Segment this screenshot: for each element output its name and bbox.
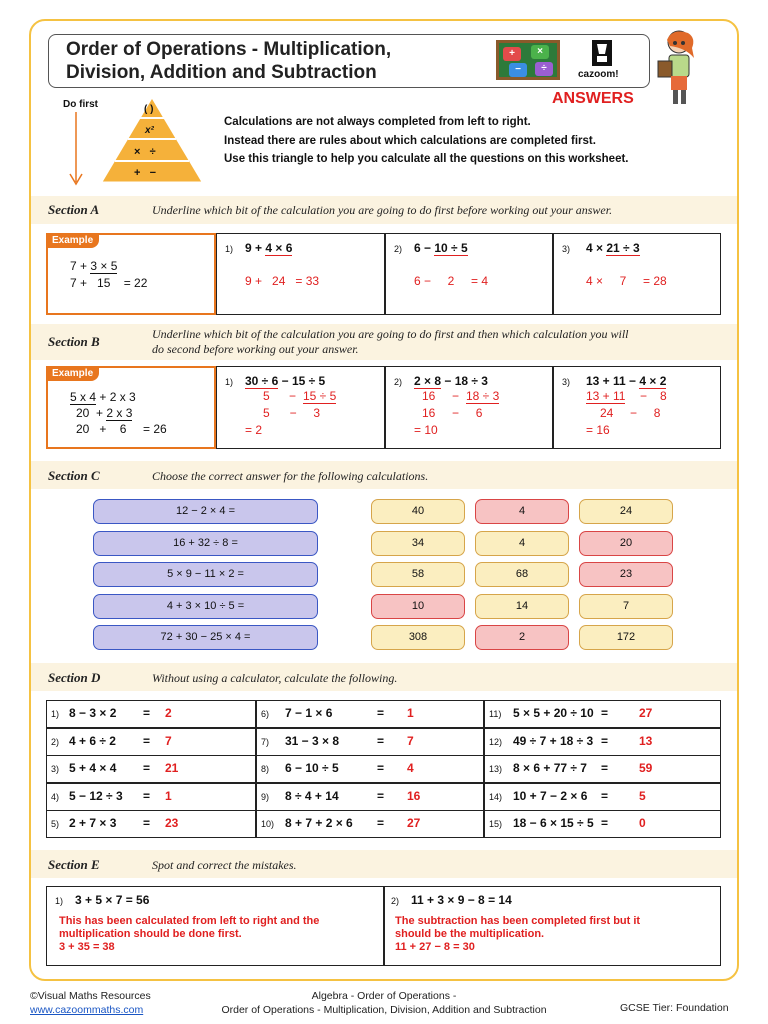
section-e-label: Section E bbox=[48, 857, 100, 872]
qb3-answer: = 16 bbox=[586, 423, 610, 437]
answer-option-2-1[interactable]: 34 bbox=[371, 531, 465, 556]
qa2-answer: 6 − 2 = 4 bbox=[414, 274, 489, 288]
section-a-q2 bbox=[385, 233, 553, 315]
row-number: 7) bbox=[261, 736, 270, 747]
pyramid-brackets: ( ) bbox=[144, 104, 154, 115]
row-answer: 2 bbox=[165, 706, 172, 720]
exb-l1 bbox=[70, 390, 136, 404]
answer-option-3-3[interactable]: 23 bbox=[579, 562, 673, 587]
e2-exp1: The subtraction has been completed first but it bbox=[395, 915, 641, 927]
row-expression: 5 × 5 + 20 ÷ 10 bbox=[513, 706, 594, 720]
qb3-n: 3) bbox=[562, 377, 571, 387]
row-number: 10) bbox=[261, 819, 275, 829]
row-number: 8) bbox=[261, 764, 270, 774]
calc-row bbox=[484, 728, 721, 756]
answer-option-4-1[interactable]: 10 bbox=[371, 594, 465, 619]
cazoom-logo bbox=[570, 38, 636, 84]
row-answer: 7 bbox=[165, 733, 172, 748]
row-answer: 1 bbox=[165, 788, 172, 803]
answer-option-2-2[interactable]: 4 bbox=[475, 531, 569, 556]
row-expression: 8 − 3 × 2 bbox=[69, 706, 117, 720]
calc-row bbox=[256, 755, 484, 783]
qb1-n: 1) bbox=[225, 377, 234, 387]
qb1-expr bbox=[245, 374, 325, 388]
qb2-w1a: 16 bbox=[422, 389, 436, 403]
calc-row bbox=[484, 700, 721, 728]
section-a-example bbox=[46, 233, 216, 315]
section-b-example bbox=[46, 366, 216, 449]
row-answer: 13 bbox=[639, 733, 653, 748]
board-times: × bbox=[531, 45, 549, 59]
title-line-1: Order of Operations - Multiplication, bbox=[66, 39, 392, 60]
e1-question: 3 + 5 × 7 = 56 bbox=[75, 893, 150, 907]
row-expression: 2 + 7 × 3 bbox=[69, 816, 117, 830]
section-e-item-1 bbox=[46, 886, 384, 966]
section-b-desc-1: Underline which bit of the calculation you are going to do first and then which calculation you will bbox=[152, 327, 629, 341]
section-b-label: Section B bbox=[48, 334, 100, 349]
qb2-expr bbox=[414, 374, 488, 388]
row-equals: = bbox=[143, 706, 151, 720]
calc-row bbox=[256, 783, 484, 811]
exb-l1a: 5 x 4 bbox=[70, 390, 97, 404]
e2-explanation bbox=[395, 915, 640, 954]
row-expression: 31 − 3 × 8 bbox=[285, 733, 340, 748]
qb2-n: 2) bbox=[394, 377, 403, 387]
row-equals: = bbox=[601, 788, 609, 803]
qa3-ul: 21 ÷ 3 bbox=[606, 241, 640, 255]
row-equals: = bbox=[601, 816, 609, 830]
row-equals: = bbox=[143, 761, 151, 775]
pyramid-multiply-divide: × ÷ bbox=[134, 146, 156, 158]
calc-row bbox=[46, 810, 256, 838]
qb3-w1a: 13 + 11 bbox=[586, 389, 626, 403]
calc-question-4: 4 + 3 × 10 ÷ 5 = bbox=[93, 594, 318, 619]
e2-question: 11 + 3 × 9 − 8 = 14 bbox=[411, 893, 512, 907]
row-answer: 1 bbox=[407, 706, 414, 720]
qb1-w1c: 15 ÷ 5 bbox=[303, 389, 337, 403]
section-e-desc: Spot and correct the mistakes. bbox=[152, 858, 297, 872]
row-expression: 8 × 6 + 77 ÷ 7 bbox=[513, 761, 587, 775]
footer-topic-2: Order of Operations - Multiplication, Division, Addition and Subtraction bbox=[221, 1004, 547, 1016]
e1-explanation bbox=[59, 915, 319, 954]
row-expression: 4 + 6 ÷ 2 bbox=[69, 733, 116, 748]
row-number: 2) bbox=[51, 736, 60, 747]
girl-character-icon bbox=[652, 28, 708, 108]
calc-question-2: 16 + 32 ÷ 8 = bbox=[93, 531, 318, 556]
row-equals: = bbox=[377, 816, 385, 830]
section-e-band bbox=[31, 850, 737, 878]
row-expression: 5 − 12 ÷ 3 bbox=[69, 788, 123, 803]
answer-option-1-2[interactable]: 4 bbox=[475, 499, 569, 524]
section-b-desc bbox=[152, 327, 629, 357]
pyramid-add-subtract: + − bbox=[134, 167, 157, 179]
intro-line-3: Use this triangle to help you calculate all the questions on this worksheet. bbox=[224, 153, 629, 165]
qa1-n: 1) bbox=[225, 244, 234, 254]
answer-option-1-3[interactable]: 24 bbox=[579, 499, 673, 524]
row-answer: 5 bbox=[639, 788, 646, 803]
qb3-w2: 24 − 8 bbox=[600, 406, 661, 420]
section-c-desc: Choose the correct answer for the following calculations. bbox=[152, 469, 429, 483]
qa2-n: 2) bbox=[394, 244, 403, 254]
row-answer: 7 bbox=[407, 733, 414, 748]
answer-option-4-2[interactable]: 14 bbox=[475, 594, 569, 619]
qb1-ul: 30 ÷ 6 bbox=[245, 374, 279, 388]
row-answer: 4 bbox=[407, 761, 414, 775]
section-c-label: Section C bbox=[48, 468, 100, 483]
row-equals: = bbox=[601, 733, 609, 748]
board-divide: ÷ bbox=[535, 62, 553, 76]
qb1-w1a: 5 bbox=[263, 389, 270, 403]
row-expression: 18 − 6 × 15 ÷ 5 bbox=[513, 816, 594, 830]
example-line-1 bbox=[70, 259, 117, 273]
intro-line-1: Calculations are not always completed from left to right. bbox=[224, 116, 531, 128]
row-expression: 5 + 4 × 4 bbox=[69, 761, 117, 775]
answer-option-5-2[interactable]: 2 bbox=[475, 625, 569, 650]
qb3-pre: 13 + 11 − bbox=[586, 374, 640, 388]
qb2-w1b: − bbox=[452, 389, 460, 403]
qb2-w2: 16 − 6 bbox=[422, 406, 483, 420]
pyramid-powers: x² bbox=[145, 125, 154, 136]
calc-row bbox=[256, 728, 484, 756]
calc-row bbox=[46, 755, 256, 783]
row-answer: 21 bbox=[165, 761, 179, 775]
answer-option-3-2[interactable]: 68 bbox=[475, 562, 569, 587]
calc-question-5: 72 + 30 − 25 × 4 = bbox=[93, 625, 318, 650]
calc-row bbox=[46, 700, 256, 728]
row-answer: 0 bbox=[639, 816, 646, 830]
exb-l2 bbox=[76, 406, 132, 420]
example-line-2: 7 + 15 = 22 bbox=[70, 276, 148, 290]
qb1-w1b: − bbox=[289, 389, 297, 403]
section-b-q2 bbox=[385, 366, 553, 449]
footer-tier: GCSE Tier: Foundation bbox=[620, 1002, 729, 1014]
row-expression: 7 − 1 × 6 bbox=[285, 706, 333, 720]
answer-option-2-3[interactable]: 20 bbox=[579, 531, 673, 556]
row-number: 14) bbox=[489, 791, 503, 802]
section-a-desc: Underline which bit of the calculation you are going to do first before working out your answer. bbox=[152, 203, 613, 217]
row-equals: = bbox=[601, 761, 609, 775]
section-a-label: Section A bbox=[48, 202, 100, 217]
qa2-pre: 6 − bbox=[414, 241, 435, 255]
section-a-q1 bbox=[216, 233, 385, 315]
row-number: 13) bbox=[489, 764, 503, 774]
row-number: 12) bbox=[489, 736, 503, 747]
calc-row bbox=[46, 728, 256, 756]
row-expression: 10 + 7 − 2 × 6 bbox=[513, 788, 588, 803]
example-tag: Example bbox=[46, 233, 99, 248]
section-e-item-2 bbox=[384, 886, 721, 966]
calc-question-3: 5 × 9 − 11 × 2 = bbox=[93, 562, 318, 587]
exb-l2b: 2 x 3 bbox=[106, 406, 133, 420]
answer-option-5-1[interactable]: 308 bbox=[371, 625, 465, 650]
row-number: 1) bbox=[51, 709, 60, 719]
qb2-w1c: 18 ÷ 3 bbox=[466, 389, 500, 403]
qa1-expr bbox=[245, 241, 292, 255]
e2-fix: 11 + 27 − 8 = 30 bbox=[395, 941, 475, 953]
qa1-pre: 9 + bbox=[245, 241, 266, 255]
example-tag-b: Example bbox=[46, 366, 99, 381]
qa3-expr bbox=[586, 241, 640, 255]
qb1-rest: − 15 ÷ 5 bbox=[278, 374, 326, 388]
calc-row bbox=[46, 783, 256, 811]
row-number: 3) bbox=[51, 764, 60, 774]
example-a-l1a: 7 + bbox=[70, 259, 91, 273]
section-b-q3 bbox=[553, 366, 721, 449]
row-expression: 49 ÷ 7 + 18 ÷ 3 bbox=[513, 733, 594, 748]
qa2-ul: 10 ÷ 5 bbox=[434, 241, 468, 255]
qa3-pre: 4 × bbox=[586, 241, 607, 255]
row-equals: = bbox=[601, 706, 609, 720]
footer-link[interactable]: www.cazoommaths.com bbox=[30, 1004, 144, 1016]
calc-row bbox=[256, 810, 484, 838]
row-expression: 8 ÷ 4 + 14 bbox=[285, 788, 339, 803]
answers-label: ANSWERS bbox=[552, 90, 634, 107]
calc-row bbox=[484, 755, 721, 783]
intro-text bbox=[224, 113, 629, 169]
row-number: 6) bbox=[261, 709, 270, 719]
e1-exp2: multiplication should be done first. bbox=[59, 928, 242, 940]
row-equals: = bbox=[143, 733, 151, 748]
calc-row bbox=[484, 783, 721, 811]
qb1-w2: 5 − 3 bbox=[263, 406, 321, 420]
board-plus: + bbox=[503, 47, 521, 61]
row-answer: 27 bbox=[639, 706, 653, 720]
e2-exp2: should be the multiplication. bbox=[395, 928, 545, 940]
section-d-label: Section D bbox=[48, 670, 101, 685]
row-number: 11) bbox=[489, 709, 502, 719]
qb2-ul: 2 × 8 bbox=[414, 374, 442, 388]
example-a-l1b: 3 × 5 bbox=[90, 259, 118, 273]
row-equals: = bbox=[143, 816, 151, 830]
qb3-expr bbox=[586, 374, 666, 388]
row-equals: = bbox=[377, 761, 385, 775]
qb3-w1b: − bbox=[640, 389, 648, 403]
title-line-2: Division, Addition and Subtraction bbox=[66, 62, 377, 83]
answer-option-1-1[interactable]: 40 bbox=[371, 499, 465, 524]
section-a-q3 bbox=[553, 233, 721, 315]
row-answer: 59 bbox=[639, 761, 653, 775]
row-number: 9) bbox=[261, 791, 270, 802]
section-d-desc: Without using a calculator, calculate the following. bbox=[152, 671, 398, 685]
row-number: 15) bbox=[489, 819, 503, 829]
qa1-ul: 4 × 6 bbox=[265, 241, 293, 255]
section-b-q1 bbox=[216, 366, 385, 449]
row-equals: = bbox=[143, 788, 151, 803]
row-answer: 23 bbox=[165, 816, 179, 830]
exb-l2a: 20 + bbox=[76, 406, 107, 420]
row-expression: 8 + 7 + 2 × 6 bbox=[285, 816, 353, 830]
qb1-answer: = 2 bbox=[245, 423, 263, 437]
row-answer: 16 bbox=[407, 788, 421, 803]
row-equals: = bbox=[377, 788, 385, 803]
row-number: 4) bbox=[51, 791, 60, 802]
answer-option-3-1[interactable]: 58 bbox=[371, 562, 465, 587]
intro-line-2: Instead there are rules about which calculations are completed first. bbox=[224, 134, 596, 147]
footer-topic-1: Algebra - Order of Operations - bbox=[311, 990, 457, 1002]
row-equals: = bbox=[377, 733, 385, 748]
calc-question-1: 12 − 2 × 4 = bbox=[93, 499, 318, 524]
qa3-answer: 4 × 7 = 28 bbox=[586, 274, 667, 288]
qa2-expr bbox=[414, 241, 468, 255]
qa3-n: 3) bbox=[562, 244, 571, 254]
qb2-rest: − 18 ÷ 3 bbox=[441, 374, 488, 388]
footer-copyright: ©Visual Maths Resources bbox=[30, 990, 151, 1002]
board-minus: − bbox=[509, 63, 527, 77]
row-number: 5) bbox=[51, 819, 60, 829]
row-answer: 27 bbox=[407, 816, 421, 830]
chalkboard-logo-icon bbox=[496, 40, 560, 80]
answer-option-4-3[interactable]: 7 bbox=[579, 594, 673, 619]
logo-wordmark: cazoom! bbox=[578, 69, 619, 80]
calc-row bbox=[256, 700, 484, 728]
e1-n: 1) bbox=[55, 896, 64, 906]
row-expression: 6 − 10 ÷ 5 bbox=[285, 761, 339, 775]
exb-l1b: + 2 x 3 bbox=[96, 390, 136, 404]
qb2-answer: = 10 bbox=[414, 423, 438, 437]
exb-l3: 20 + 6 = 26 bbox=[76, 422, 167, 436]
row-equals: = bbox=[377, 706, 385, 720]
qb3-w1c: 8 bbox=[660, 389, 667, 403]
qa1-answer: 9 + 24 = 33 bbox=[245, 274, 320, 288]
section-b-desc-2: do second before working out your answer. bbox=[152, 342, 359, 356]
e1-fix: 3 + 35 = 38 bbox=[59, 941, 115, 953]
down-arrow-icon bbox=[66, 112, 86, 186]
answer-option-5-3[interactable]: 172 bbox=[579, 625, 673, 650]
page-title bbox=[66, 38, 391, 84]
do-first-label: Do first bbox=[63, 99, 98, 110]
e2-n: 2) bbox=[391, 896, 400, 906]
qb3-ul: 4 × 2 bbox=[639, 374, 667, 388]
e1-exp1: This has been calculated from left to right and the bbox=[59, 915, 320, 927]
calc-row bbox=[484, 810, 721, 838]
